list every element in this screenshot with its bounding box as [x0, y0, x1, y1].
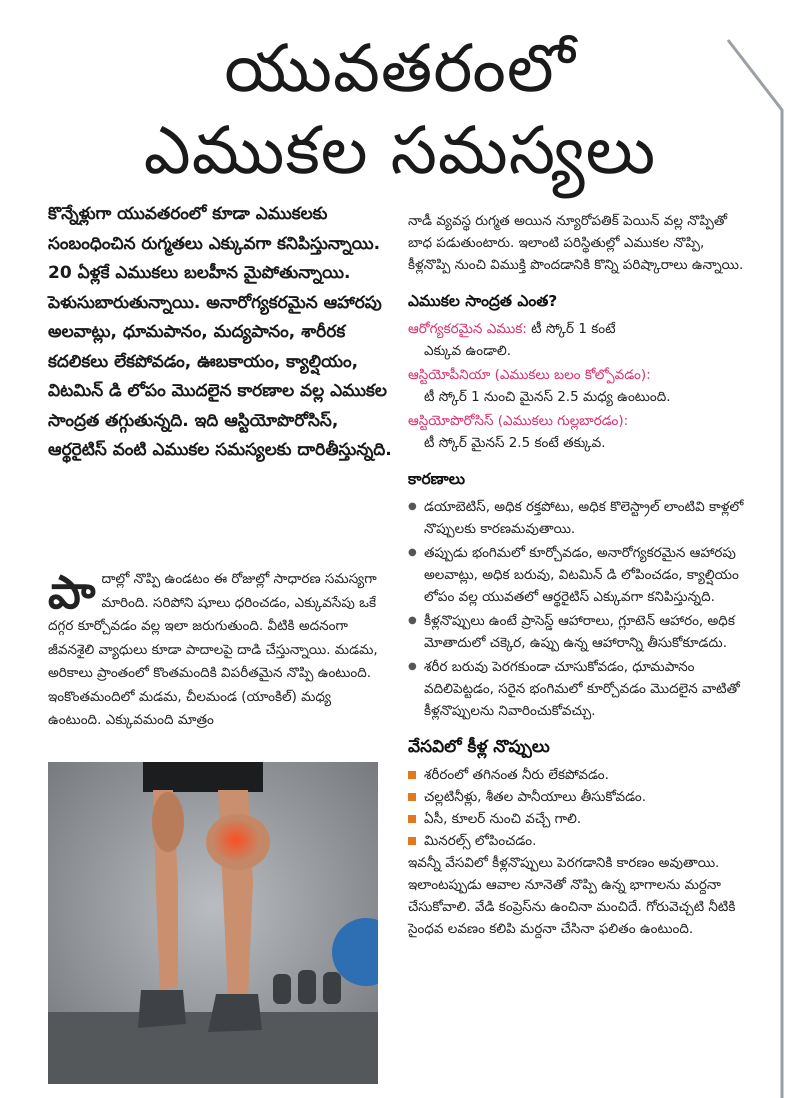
list-item: ● డయాబెటిస్, అధిక రక్తపోటు, అధిక కొలెస్ట్రాల్ లాంటివి కాళ్లలో నొప్పులకు కారణమవుతాయి. [408, 496, 744, 540]
headline-line-2: ఎముకల సమస్యలు [143, 112, 657, 189]
intro-paragraph [48, 565, 388, 733]
list-item: ● శరీర బరువు పెరగకుండా చూసుకోవడం, ధూమపానం వదిలిపెట్టడం, సరైన భంగిమలో కూర్చోవడం మొదలైన వాటితో కీళ్లనొప్పులను నివారించుకోవచ్చు. [408, 656, 744, 722]
knee-pain-photo [48, 762, 378, 1084]
density-item-key: ఆస్టియోపొరోసిస్ (ఎముకలు గుల్లబారడం): [408, 413, 629, 429]
causes-list [408, 496, 744, 722]
density-item [408, 364, 744, 408]
density-item [408, 318, 744, 362]
density-item-inline: టీ స్కోర్ 1 కంటే [531, 321, 616, 337]
summer-list [408, 764, 744, 852]
intro-text: దాల్లో నొప్పి ఉండటం ఈ రోజుల్లో సాధారణ సమస్యగా మారింది. సరిపోని షూలు ధరించడం, ఎక్కువసేపు ఒకే దగ్గర కూర్చోవడం వల్ల ఇలా జరుగుతుంది. వీటికి అదనంగా జీవనశైలి వ్యాధులు కూడా పాదాలపై దాడి చేస్తున్నాయి. మడమ, అరికాలు ప్రాంతంలో కొంతమందికి విపరీతమైన నొప్పి ఉంటుంది. ఇంకొంతమందిలో మడమ, చీలమండ (యాంకిల్) మధ్య ఉంటుంది. ఎక్కువమంది మాత్రం [48, 571, 378, 728]
density-item-key: ఆరోగ్యకరమైన ఎముక: [408, 321, 527, 337]
lead-paragraph: కొన్నేళ్లుగా యువతరంలో కూడా ఎముకలకు సంబంధించిన రుగ్మతలు ఎక్కువగా కనిపిస్తున్నాయి. 20 ఏళ్లకే ఎముకలు బలహీన మైపోతున్నాయి. పెళుసుబారుతున్నాయి. అనారోగ్యకరమైన ఆహారపు అలవాట్లు, ధూమపానం, మద్యపానం, శారీరక కదలికలు లేకపోవడం, ఊబకాయం, క్యాల్షియం, విటమిన్ డి లోపం మొదలైన కారణాల వల్ల ఎముకల సాంద్రత తగ్గుతున్నది. ఇది ఆస్టియోపొరోసిస్, ఆర్థరైటిస్ వంటి ఎముకల సమస్యలకు దారితీస్తున్నది. [48, 204, 392, 460]
density-item-key: ఆస్టియోపీనియా (ఎముకలు బలం కోల్పోవడం): [408, 367, 651, 383]
causes-heading: కారణాలు [408, 470, 466, 488]
list-item: ● తప్పుడు భంగిమలో కూర్చోవడం, అనారోగ్యకరమైన ఆహారపు అలవాట్లు, అధిక బరువు, విటమిన్ డి లోపించడం, క్యాల్షియం లోపం వల్ల యువతలో ఆర్థరైటిస్ ఎక్కువగా కనిపిస్తున్నది. [408, 542, 744, 608]
list-item: ● కీళ్లనొప్పులు ఉంటే ప్రాసెస్డ్ ఆహారాలు, గ్లూటెన్ ఆహారం, అధిక మోతాదులో చక్కెర, ఉప్పు ఉన్న ఆహారాన్ని తీసుకోకూడదు. [408, 610, 744, 654]
list-item: ఏసీ, కూలర్ నుంచి వచ్చే గాలి. [408, 808, 744, 830]
right-column [408, 210, 744, 940]
density-item [408, 410, 744, 454]
density-item-value: టీ స్కోర్ 1 నుంచి మైనస్ 2.5 మధ్య ఉంటుంది. [424, 389, 671, 405]
list-item: మినరల్స్ లోపించడం. [408, 830, 744, 852]
headline-line-1: యువతరంలో [224, 30, 576, 107]
drop-cap: పా [48, 565, 96, 619]
density-item-value: ఎక్కువ ఉండాలి. [424, 343, 512, 359]
density-item-value: టీ స్కోర్ మైనస్ 2.5 కంటే తక్కువ. [424, 435, 606, 451]
list-item: చల్లటినీళ్లు, శీతల పానీయాలు తీసుకోవడం. [408, 786, 744, 808]
list-item: శరీరంలో తగినంత నీరు లేకపోవడం. [408, 764, 744, 786]
density-heading: ఎముకల సాంద్రత ఎంత? [408, 292, 558, 310]
summer-heading: వేసవిలో కీళ్ల నొప్పులు [408, 737, 550, 757]
right-intro-paragraph: నాడీ వ్యవస్థ రుగ్మత అయిన న్యూరోపతిక్ పెయిన్ వల్ల నొప్పితో బాధ పడుతుంటారు. ఇలాంటి పరిస్థితుల్లో ఎముకల నొప్పి, కీళ్లనొప్పి నుంచి విముక్తి పొందడానికి కొన్ని పరిష్కారాలు ఉన్నాయి. [408, 213, 744, 273]
knee-pain-illustration [48, 762, 378, 1084]
summer-closing-paragraph: ఇవన్నీ వేసవిలో కీళ్లనొప్పులు పెరగడానికి కారణం అవుతాయి. ఇలాంటప్పుడు ఆవాల నూనెతో నొప్పి ఉన్న భాగాలను మర్దనా చేసుకోవాలి. వేడి కంప్రెస్‌ను ఉంచినా మంచిదే. గోరువెచ్చటి నీటికి సైంధవ లవణం కలిపి మర్దనా చేసినా ఫలితం ఉంటుంది. [408, 855, 736, 937]
